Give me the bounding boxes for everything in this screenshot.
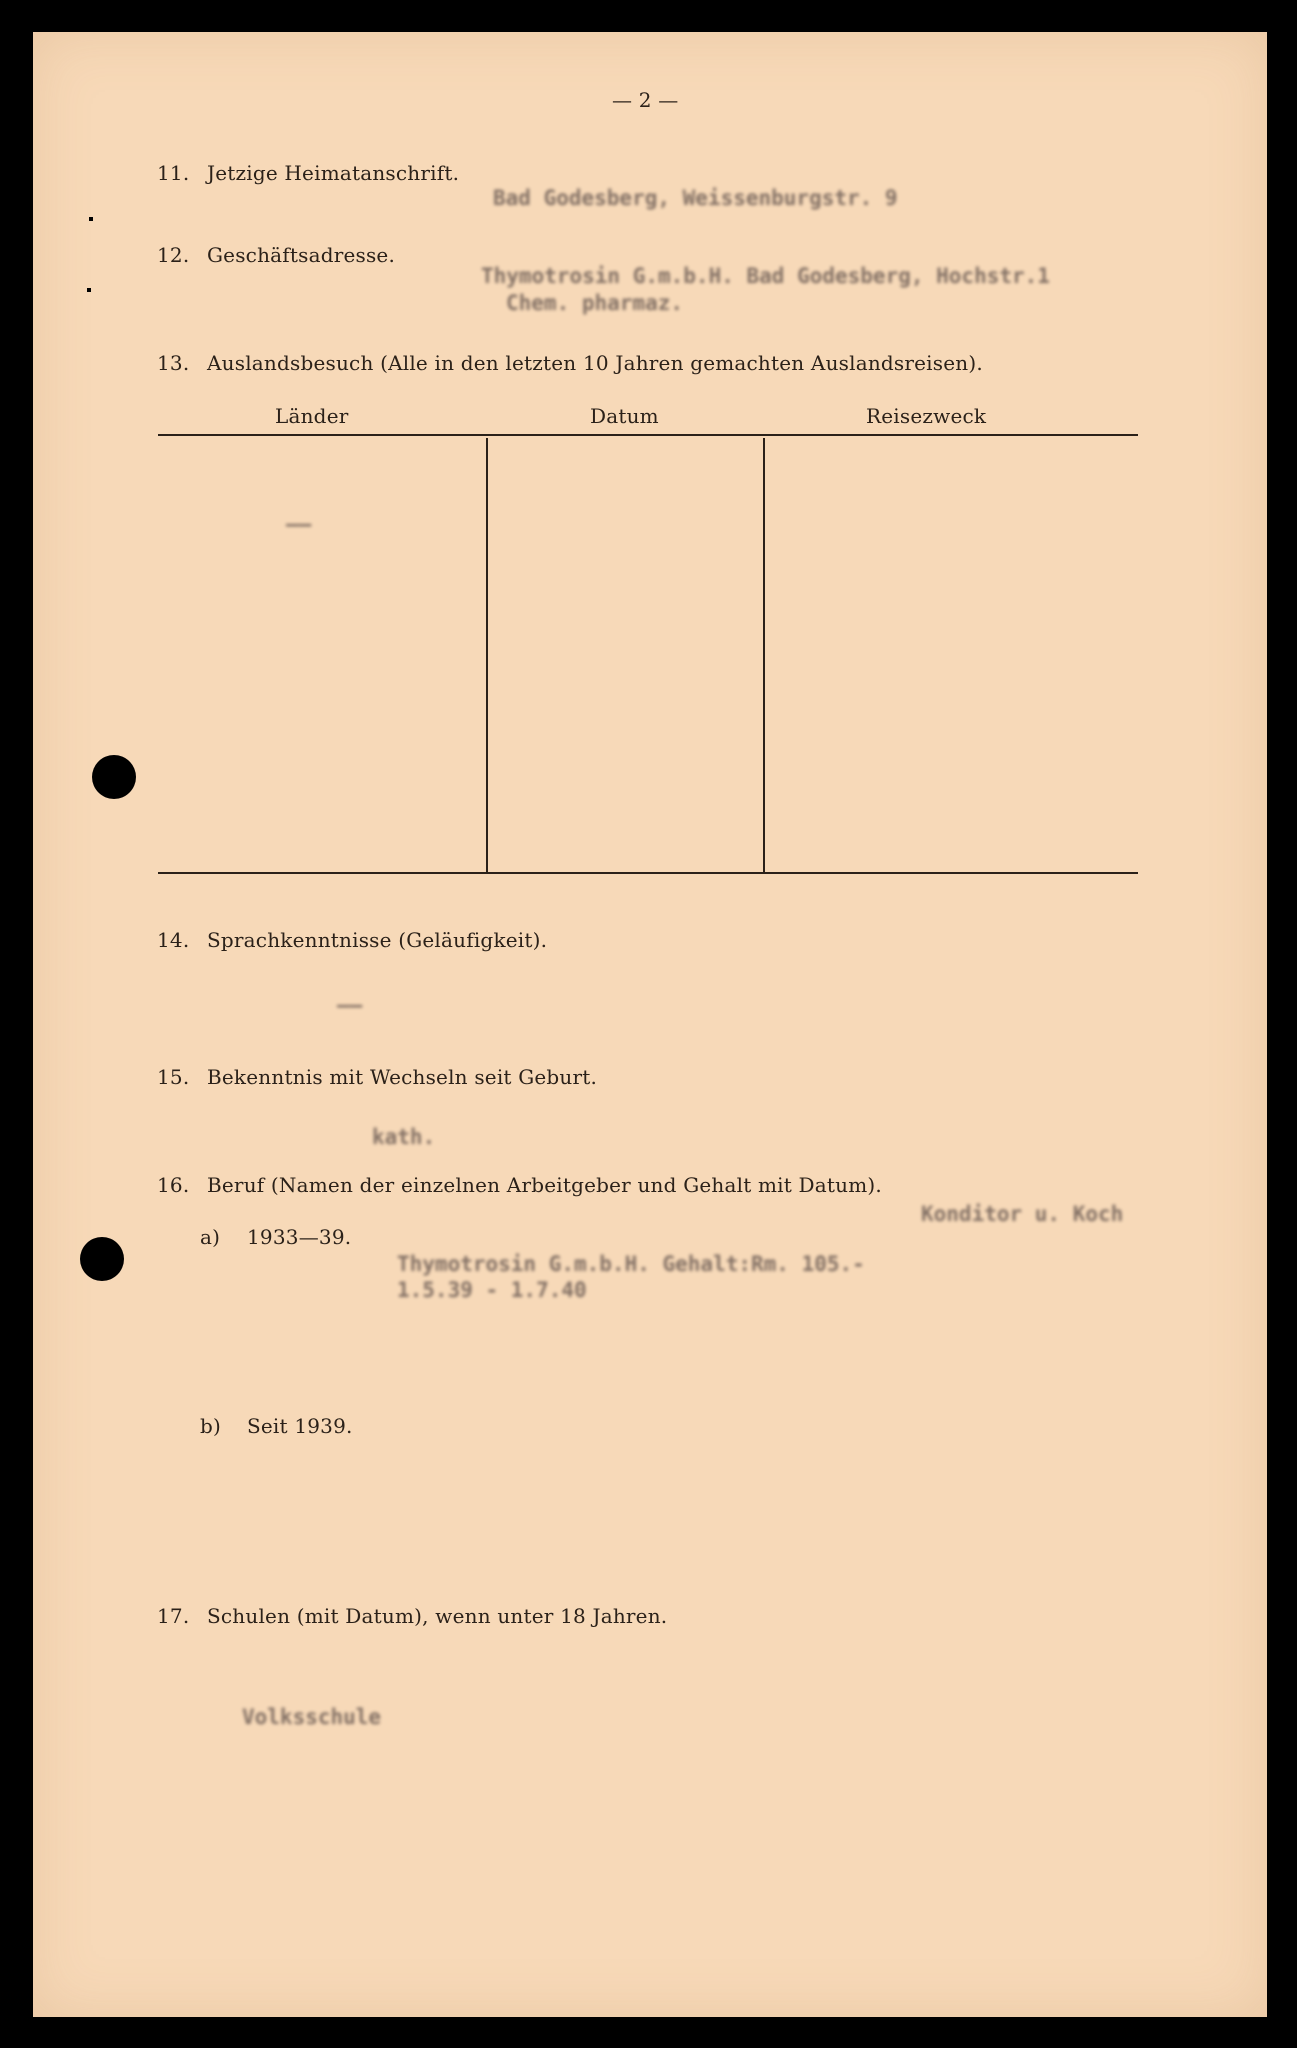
column-header-reisezweck: Reisezweck [866, 404, 987, 428]
item-number: 12. [157, 243, 190, 267]
item-number: 15. [157, 1065, 190, 1089]
margin-mark [89, 217, 93, 221]
item-label-schulen: Schulen (mit Datum), wenn unter 18 Jahren. [207, 1604, 668, 1628]
item-number: 14. [157, 928, 190, 952]
answer-bekenntnis: kath. [372, 1125, 436, 1149]
item-label-bekenntnis: Bekenntnis mit Wechseln seit Geburt. [207, 1065, 598, 1089]
answer-geschaeftsadresse-line2: Chem. pharmaz. [506, 291, 684, 315]
answer-arbeitgeber-line1: Thymotrosin G.m.b.H. Gehalt:Rm. 105.- [397, 1252, 865, 1276]
item-number: 16. [157, 1173, 190, 1197]
item-number: 13. [157, 351, 190, 375]
column-header-datum: Datum [590, 404, 659, 428]
item-label-auslandsbesuch: Auslandsbesuch (Alle in den letzten 10 Jahren gemachten Auslandsreisen). [207, 351, 983, 375]
item-number: 17. [157, 1604, 190, 1628]
answer-laender: —— [286, 512, 312, 536]
answer-geschaeftsadresse-line1: Thymotrosin G.m.b.H. Bad Godesberg, Hochstr.1 [481, 264, 1050, 288]
punch-hole-bottom [80, 1237, 124, 1281]
item-label-sprachkenntnisse: Sprachkenntnisse (Geläufigkeit). [207, 928, 548, 952]
period-b: Seit 1939. [247, 1414, 353, 1438]
column-header-laender: Länder [275, 404, 349, 428]
sub-label-a: a) [200, 1225, 221, 1249]
answer-schulen: Volksschule [242, 1705, 382, 1729]
punch-hole-top [92, 755, 136, 799]
item-number: 11. [157, 161, 190, 185]
answer-sprachkenntnisse: —— [337, 993, 363, 1017]
table-divider-1 [486, 438, 488, 872]
table-divider-2 [763, 438, 765, 872]
form-page [33, 32, 1267, 2017]
answer-arbeitgeber-line2: 1.5.39 - 1.7.40 [397, 1278, 587, 1302]
answer-heimatanschrift: Bad Godesberg, Weissenburgstr. 9 [493, 186, 898, 210]
item-label-geschaeftsadresse: Geschäftsadresse. [207, 243, 396, 267]
page-number: — 2 — [612, 88, 679, 112]
item-label-heimatanschrift: Jetzige Heimatanschrift. [207, 161, 460, 185]
table-top-rule [158, 434, 1138, 436]
answer-beruf: Konditor u. Koch [921, 1202, 1124, 1226]
margin-mark [87, 288, 91, 292]
sub-label-b: b) [200, 1414, 222, 1438]
item-label-beruf: Beruf (Namen der einzelnen Arbeitgeber und Gehalt mit Datum). [207, 1173, 882, 1197]
period-a: 1933—39. [247, 1225, 352, 1249]
table-bottom-rule [158, 872, 1138, 874]
